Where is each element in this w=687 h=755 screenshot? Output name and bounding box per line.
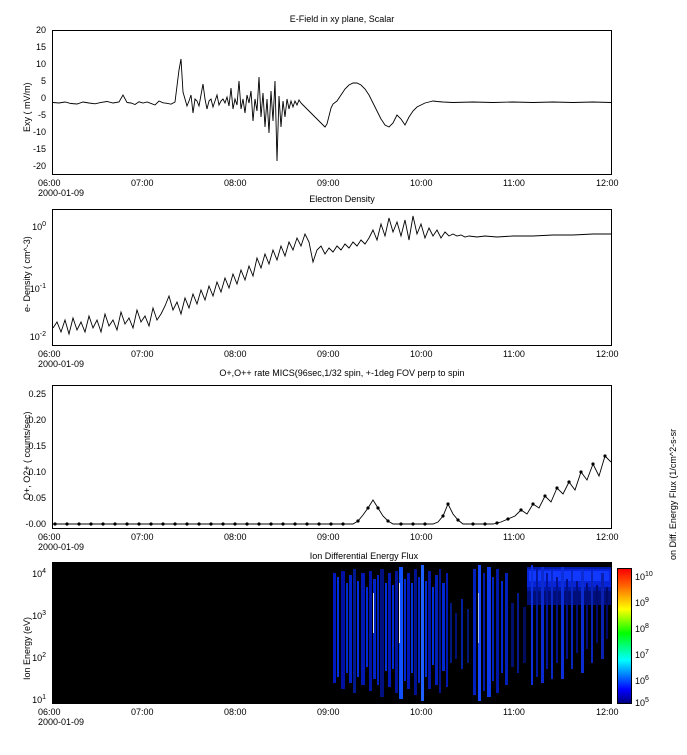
colorbar-tick-5: $10^5$ [635,697,649,708]
colorbar-tick-1: $10^9$ [635,597,649,608]
panel-efield-ytick-8: -20 [32,161,46,171]
panel-efield-xtick-0: 06:00 [38,178,61,188]
panel-ionrate-ytick-4: 0.05 [28,493,46,503]
panel-ionrate-ytick-2: 0.15 [28,441,46,451]
panel-ionflux-xtick-0: 06:00 [38,707,61,717]
panel-ionflux-xtick-6: 12:00 [596,707,619,717]
panel-ionrate-ytick-0: 0.25 [28,389,46,399]
panel-efield-ytick-5: -5 [37,110,46,120]
panel-edensity-ylabel: e- Density ( cm^-3) [22,236,32,312]
panel-ionflux-spectrogram [52,562,612,704]
colorbar-tick-3: $10^7$ [635,649,649,660]
panel-ionflux-title: Ion Differential Energy Flux [309,551,419,561]
panel-ionflux-ytick-2: $10^2$ [32,652,46,663]
panel-edensity-xtick-2: 08:00 [224,349,247,359]
panel-efield-title: E-Field in xy plane, Scalar [289,14,395,24]
panel-edensity-title: Electron Density [309,194,375,204]
panel-ionflux-datestamp: 2000-01-09 [38,717,85,727]
colorbar-tick-0: $10^{10}$ [635,571,653,582]
panel-edensity-xtick-6: 12:00 [596,349,619,359]
panel-ionrate-xtick-0: 06:00 [38,532,61,542]
panel-ionflux-xtick-4: 10:00 [410,707,433,717]
panel-efield-xtick-3: 09:00 [317,178,340,188]
panel-edensity-plot [52,209,612,346]
panel-ionrate-xtick-5: 11:00 [503,532,525,542]
panel-edensity-xtick-0: 06:00 [38,349,61,359]
panel-efield-xtick-5: 11:00 [503,178,525,188]
panel-efield-ytick-7: -15 [32,144,46,154]
panel-ionflux-ytick-1: $10^3$ [32,610,46,621]
panel-efield-plot [52,30,612,175]
panel-ionrate-xtick-2: 08:00 [224,532,247,542]
panel-edensity-xtick-4: 10:00 [410,349,433,359]
panel-ionflux-xtick-3: 09:00 [317,707,340,717]
panel-efield-ytick-1: 15 [35,42,46,52]
panel-ionflux-ytick-3: $10^1$ [32,694,46,705]
panel-edensity-ytick-2: $10^{-2}$ [29,331,46,342]
panel-efield-ytick-4: 0 [40,93,46,103]
ion-flux-colorbar [617,568,632,704]
panel-ionflux-xtick-1: 07:00 [131,707,154,717]
panel-efield-datestamp: 2000-01-09 [38,188,85,198]
panel-efield-xtick-6: 12:00 [596,178,619,188]
panel-ionrate-xtick-1: 07:00 [131,532,154,542]
colorbar-tick-2: $10^8$ [635,623,649,634]
panel-efield-xtick-2: 08:00 [224,178,247,188]
panel-efield-ytick-3: 5 [40,76,46,86]
panel-ionrate-xtick-4: 10:00 [410,532,433,542]
panel-edensity-xtick-3: 09:00 [317,349,340,359]
panel-ionrate-plot [52,385,612,529]
panel-efield-ytick-2: 10 [35,59,46,69]
colorbar-label: on Diff. Energy Flux (1/cm^2-s-sr [668,428,678,560]
panel-ionrate-datestamp: 2000-01-09 [38,542,85,552]
colorbar-tick-4: $10^6$ [635,675,649,686]
panel-edensity-ytick-0: $10^0$ [32,221,46,232]
panel-ionrate-ytick-5: -0.00 [25,519,46,529]
panel-edensity-xtick-1: 07:00 [131,349,154,359]
panel-ionrate-ytick-1: 0.20 [28,415,46,425]
panel-efield-xtick-4: 10:00 [410,178,433,188]
panel-ionrate-xtick-6: 12:00 [596,532,619,542]
panel-ionrate-ylabel: O+, O2+ ( counts/sec) [22,411,32,500]
panel-edensity-xtick-5: 11:00 [503,349,525,359]
panel-ionflux-ytick-0: $10^4$ [32,568,46,579]
panel-efield-xtick-1: 07:00 [131,178,154,188]
panel-efield-ytick-6: -10 [32,127,46,137]
panel-efield-ytick-0: 20 [35,25,46,35]
panel-ionflux-xtick-2: 08:00 [224,707,247,717]
panel-edensity-datestamp: 2000-01-09 [38,359,85,369]
panel-ionflux-ylabel: Ion Energy (eV) [22,616,32,680]
panel-ionrate-xtick-3: 09:00 [317,532,340,542]
panel-edensity-ytick-1: $10^{-1}$ [29,283,46,294]
panel-ionflux-xtick-5: 11:00 [503,707,525,717]
panel-ionrate-ytick-3: 0.10 [28,467,46,477]
panel-ionrate-title: O+,O++ rate MICS(96sec,1/32 spin, +-1deg FOV perp to spin [219,368,465,378]
panel-efield-ylabel: Exy ( mV/m) [22,82,32,132]
